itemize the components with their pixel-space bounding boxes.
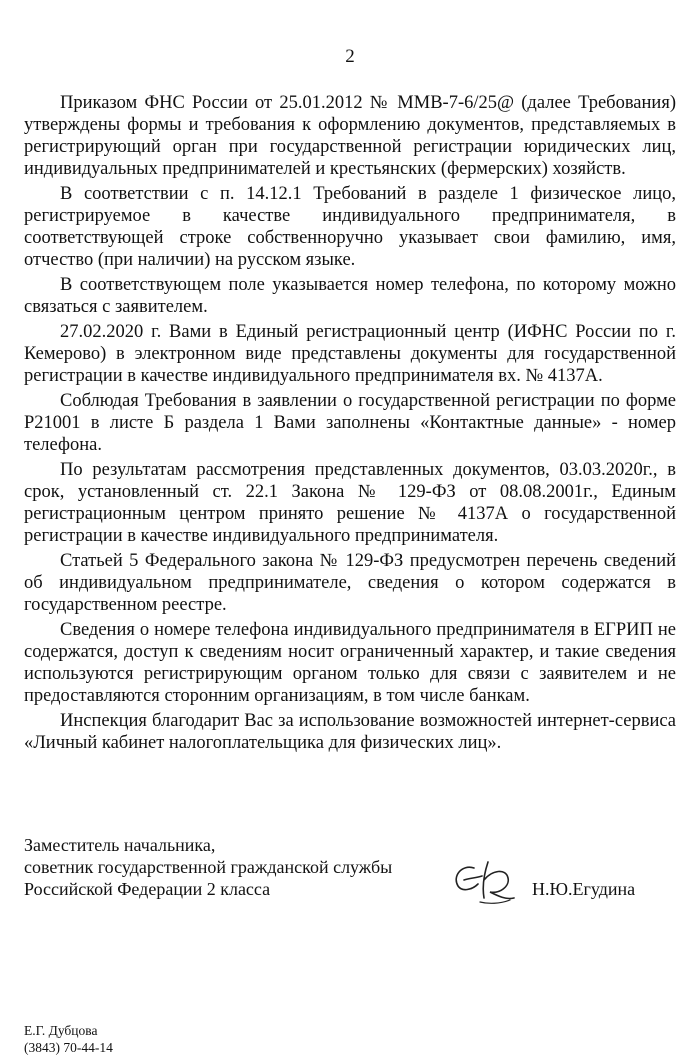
- paragraph-registration-decision: По результатам рассмотрения представленных документов, 03.03.2020г., в срок, установленный ст. 22.1 Закона № 129-ФЗ от 08.08.2001г., Единым регистрационным центром принято решение № 4137А о государственной регистрации в качестве индивидуального предпринимателя.: [24, 460, 676, 546]
- paragraph-documents-submitted: 27.02.2020 г. Вами в Единый регистрационный центр (ИФНС России по г. Кемерово) в электронном виде представлены документы для государственной регистрации в качестве индивидуального предпринимателя вх. № 4137А.: [24, 322, 676, 386]
- paragraph-clause-14-12-1: В соответствии с п. 14.12.1 Требований в разделе 1 физическое лицо, регистрируемое в качестве индивидуального предпринимателя, в соответствующей строке собственноручно указывает свои фамилию, имя, отчество (при наличии) на русском языке.: [24, 184, 676, 270]
- paragraph-phone-field: В соответствующем поле указывается номер телефона, по которому можно связаться с заявителем.: [24, 275, 676, 317]
- signer-position-line-1: Заместитель начальника,: [24, 835, 216, 855]
- letter-body: [24, 92, 676, 754]
- executor-footer: [24, 1022, 113, 1056]
- paragraph-requirements-order: Приказом ФНС России от 25.01.2012 № ММВ-7-6/25@ (далее Требования) утверждены формы и требования к оформлению документов, представляемых в регистрирующий орган при государственной регистрации юридических лиц, индивидуальных предпринимателей и крестьянских (фермерских) хозяйств.: [24, 93, 676, 179]
- executor-phone: (3843) 70-44-14: [24, 1040, 113, 1055]
- executor-name: Е.Г. Дубцова: [24, 1023, 98, 1038]
- signer-name: Н.Ю.Егудина: [532, 879, 636, 899]
- page-number: 2: [345, 46, 355, 67]
- signer-position-line-2: советник государственной гражданской службы: [24, 857, 393, 877]
- signer-position-line-3: Российской Федерации 2 класса: [24, 879, 271, 899]
- paragraph-article-5: Статьей 5 Федерального закона № 129-ФЗ предусмотрен перечень сведений об индивидуальном предпринимателе, сведения о котором содержатся в государственном реестре.: [24, 551, 676, 615]
- paragraph-thanks: Инспекция благодарит Вас за использование возможностей интернет-сервиса «Личный кабинет налогоплательщика для физических лиц».: [24, 711, 676, 753]
- paragraph-contact-data: Соблюдая Требования в заявлении о государственной регистрации по форме Р21001 в листе Б раздела 1 Вами заполнены «Контактные данные» - номер телефона.: [24, 391, 676, 455]
- paragraph-phone-not-in-egrip: Сведения о номере телефона индивидуального предпринимателя в ЕГРИП не содержатся, доступ к сведениям носит ограниченный характер, и такие сведения используются регистрирующим органом только для связи с заявителем и не предоставляются сторонним организациям, в том числе банкам.: [24, 620, 676, 706]
- handwritten-signature-icon: [444, 854, 524, 910]
- signature-block: [24, 834, 676, 914]
